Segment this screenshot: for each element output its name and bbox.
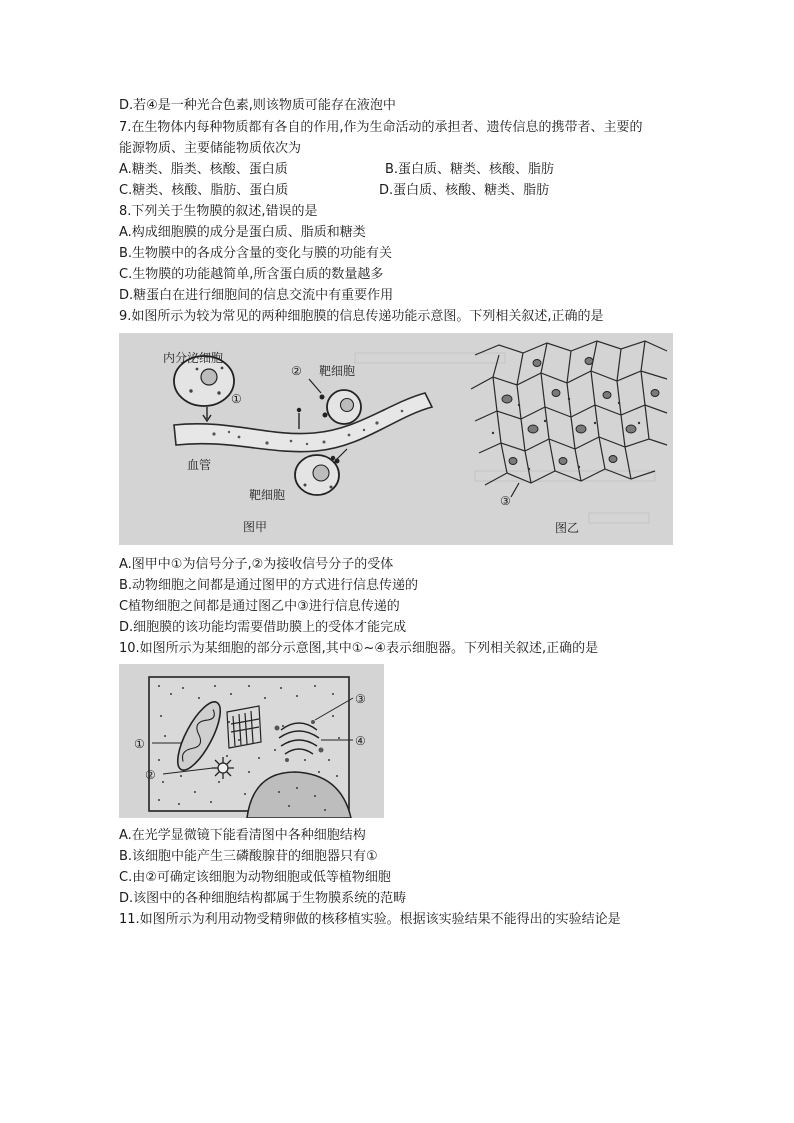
q8-option-c: C.生物膜的功能越简单,所含蛋白质的数量越多 <box>119 267 384 282</box>
mark-1: ① <box>231 392 242 406</box>
q11-stem: 11.如图所示为利用动物受精卵做的核移植实验。根据该实验结果不能得出的实验结论是 <box>119 912 621 927</box>
q8-option-a: A.构成细胞膜的成分是蛋白质、脂质和糖类 <box>119 225 366 240</box>
organelle-mark-4: ④ <box>355 734 366 748</box>
organelle-mark-2: ② <box>145 768 156 782</box>
q7-stem-line2: 能源物质、主要储能物质依次为 <box>119 141 302 156</box>
blood-vessel-label: 血管 <box>187 458 212 472</box>
q10-option-b: B.该细胞中能产生三磷酸腺苷的细胞器只有① <box>119 849 378 864</box>
target-cell-label-1: 靶细胞 <box>319 364 356 378</box>
q8-option-b: B.生物膜中的各成分含量的变化与膜的功能有关 <box>119 246 393 261</box>
q8-stem: 8.下列关于生物膜的叙述,错误的是 <box>119 204 318 219</box>
q9-option-c: C植物细胞之间都是通过图乙中③进行信息传递的 <box>119 599 400 614</box>
q9-option-d: D.细胞膜的该功能均需要借助膜上的受体才能完成 <box>119 620 407 635</box>
q10-option-a: A.在光学显微镜下能看清图中各种细胞结构 <box>119 828 366 843</box>
q7-stem-line1: 7.在生物体内每种物质都有各自的作用,作为生命活动的承担者、遗传信息的携带者、主要的 <box>119 120 643 135</box>
endocrine-cell-label: 内分泌细胞 <box>163 351 224 365</box>
mark-3: ③ <box>500 494 511 508</box>
mark-2: ② <box>291 364 302 378</box>
target-cell-label-2: 靶细胞 <box>249 488 286 502</box>
caption-figure-b: 图乙 <box>555 521 580 535</box>
q7-option-d: D.蛋白质、核酸、糖类、脂肪 <box>379 183 550 198</box>
q7-option-b: B.蛋白质、糖类、核酸、脂肪 <box>385 162 555 177</box>
q9-option-b: B.动物细胞之间都是通过图甲的方式进行信息传递的 <box>119 578 419 593</box>
organelle-mark-3: ③ <box>355 692 366 706</box>
q8-option-d: D.糖蛋白在进行细胞间的信息交流中有重要作用 <box>119 288 394 303</box>
q9-figure <box>119 333 673 545</box>
q10-stem: 10.如图所示为某细胞的部分示意图,其中①~④表示细胞器。下列相关叙述,正确的是 <box>119 641 599 656</box>
q7-option-a: A.糖类、脂类、核酸、蛋白质 <box>119 162 288 177</box>
organelle-mark-1: ① <box>134 737 145 751</box>
q10-option-d: D.该图中的各种细胞结构都属于生物膜系统的范畴 <box>119 891 407 906</box>
q6-option-d: D.若④是一种光合色素,则该物质可能存在液泡中 <box>119 98 396 113</box>
caption-figure-a: 图甲 <box>243 520 268 534</box>
q10-option-c: C.由②可确定该细胞为动物细胞或低等植物细胞 <box>119 870 391 885</box>
q9-stem: 9.如图所示为较为常见的两种细胞膜的信息传递功能示意图。下列相关叙述,正确的是 <box>119 309 604 324</box>
q9-option-a: A.图甲中①为信号分子,②为接收信号分子的受体 <box>119 557 394 572</box>
q7-option-c: C.糖类、核酸、脂肪、蛋白质 <box>119 183 289 198</box>
q10-figure <box>119 664 384 818</box>
